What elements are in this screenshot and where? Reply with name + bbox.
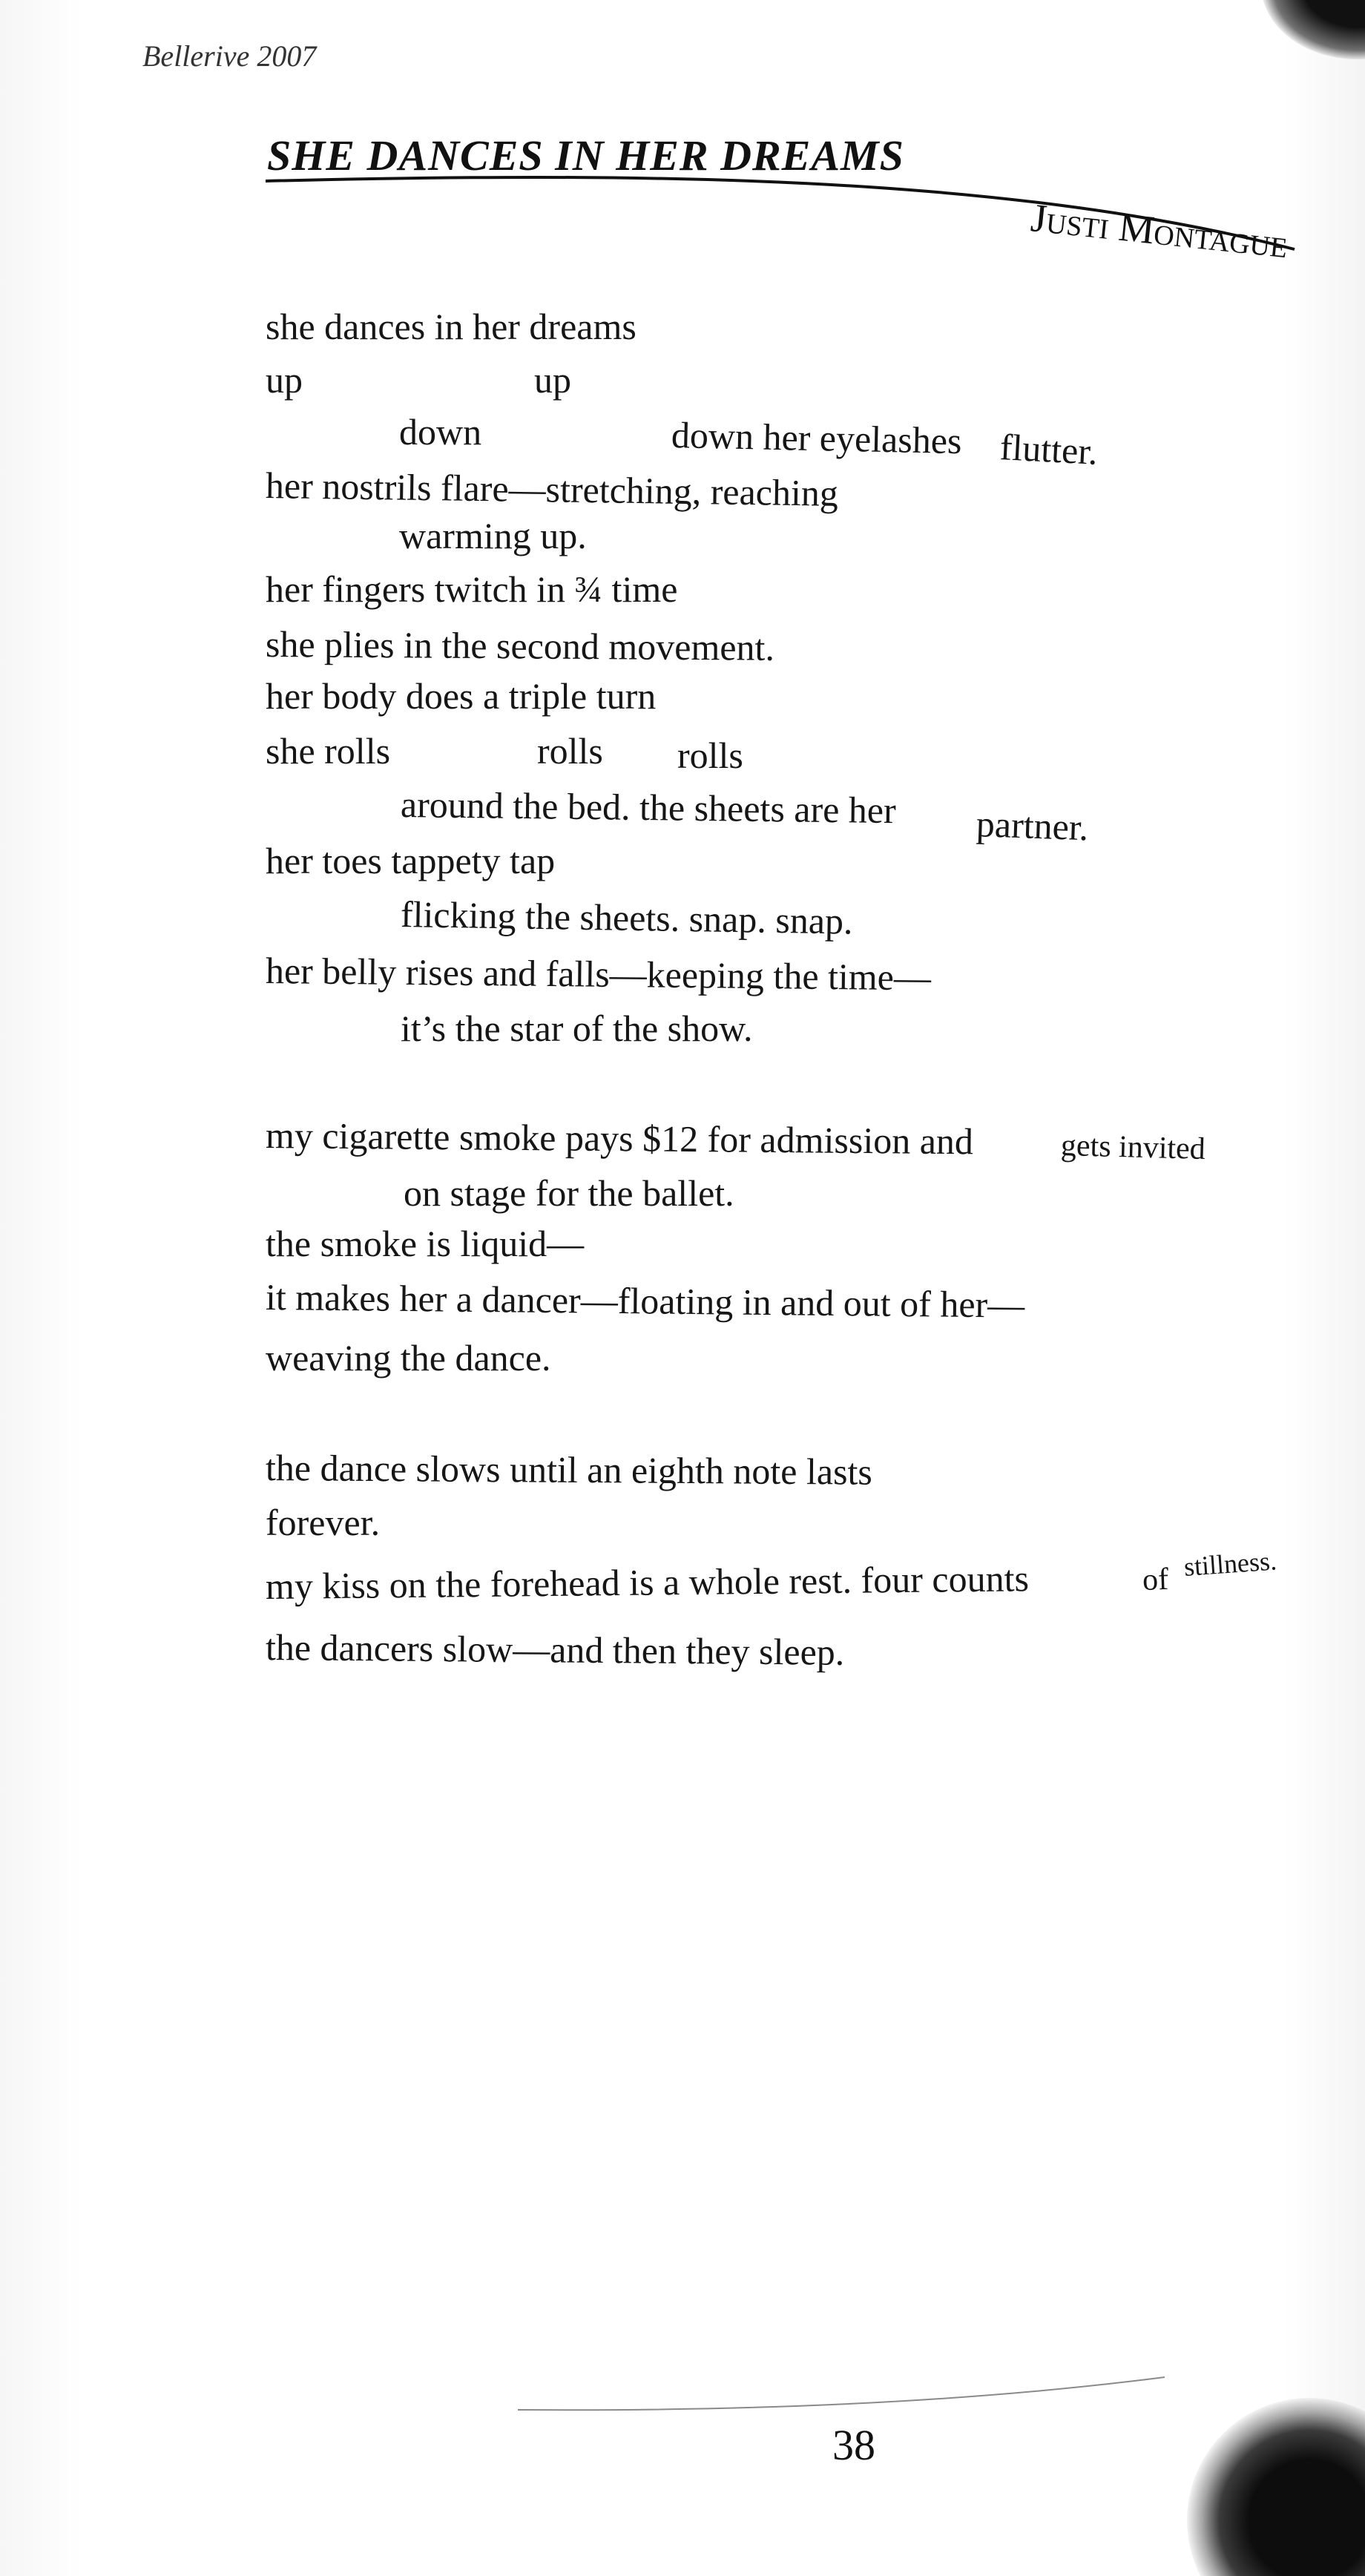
poem-line: forever. — [266, 1502, 381, 1543]
poem-line: her toes tappety tap — [266, 840, 556, 881]
poem-line: her nostrils flare—stretching, reaching — [265, 464, 839, 514]
poem-line: her belly rises and falls—keeping the time— — [265, 950, 932, 999]
poem-line: it’s the star of the show. — [401, 1008, 753, 1049]
poem-line: of — [1142, 1562, 1169, 1597]
poem-line: my cigarette smoke pays $12 for admission and — [265, 1114, 974, 1163]
poem-line: her body does a triple turn — [266, 675, 657, 717]
poem-line: the smoke is liquid— — [266, 1223, 585, 1264]
poem-line: my kiss on the forehead is a whole rest. four counts — [265, 1557, 1030, 1607]
poem-line: the dancers slow—and then they sleep. — [265, 1626, 845, 1673]
poem-line: down her eyelashes — [671, 414, 963, 462]
poem-line: rolls — [677, 735, 743, 776]
poem-line: she rolls — [266, 730, 391, 772]
poem-line: she dances in her dreams — [266, 306, 637, 347]
poem-line: it makes her a dancer—floating in and out of her— — [265, 1276, 1025, 1326]
poem-line: the dance slows until an eighth note lasts — [265, 1447, 873, 1493]
poem-line: flutter. — [999, 426, 1099, 473]
poem-line: up — [266, 359, 303, 401]
page-number: 38 — [832, 2421, 875, 2469]
poem-line: rolls — [537, 730, 603, 772]
poem-line: on stage for the ballet. — [404, 1172, 734, 1214]
running-head: Bellerive 2007 — [142, 39, 317, 73]
poem-line: up — [534, 359, 571, 401]
author-name: Justi Montague — [1028, 195, 1290, 267]
poem-line: flicking the sheets. snap. snap. — [400, 893, 853, 942]
poem-line: stillness. — [1183, 1545, 1278, 1582]
poem-line: weaving the dance. — [266, 1337, 551, 1379]
poem-line: around the bed. the sheets are her — [400, 783, 897, 832]
poem-title: SHE DANCES IN HER DREAMS — [267, 131, 904, 180]
poem-line: gets invited — [1060, 1128, 1206, 1167]
footer-rule — [512, 2374, 1180, 2419]
poem-line: down — [399, 411, 482, 453]
poem-line: she plies in the second movement. — [265, 623, 775, 668]
poem-line: partner. — [976, 803, 1090, 849]
poem-line: her fingers twitch in ¾ time — [266, 568, 678, 610]
poem-line: warming up. — [399, 515, 587, 556]
